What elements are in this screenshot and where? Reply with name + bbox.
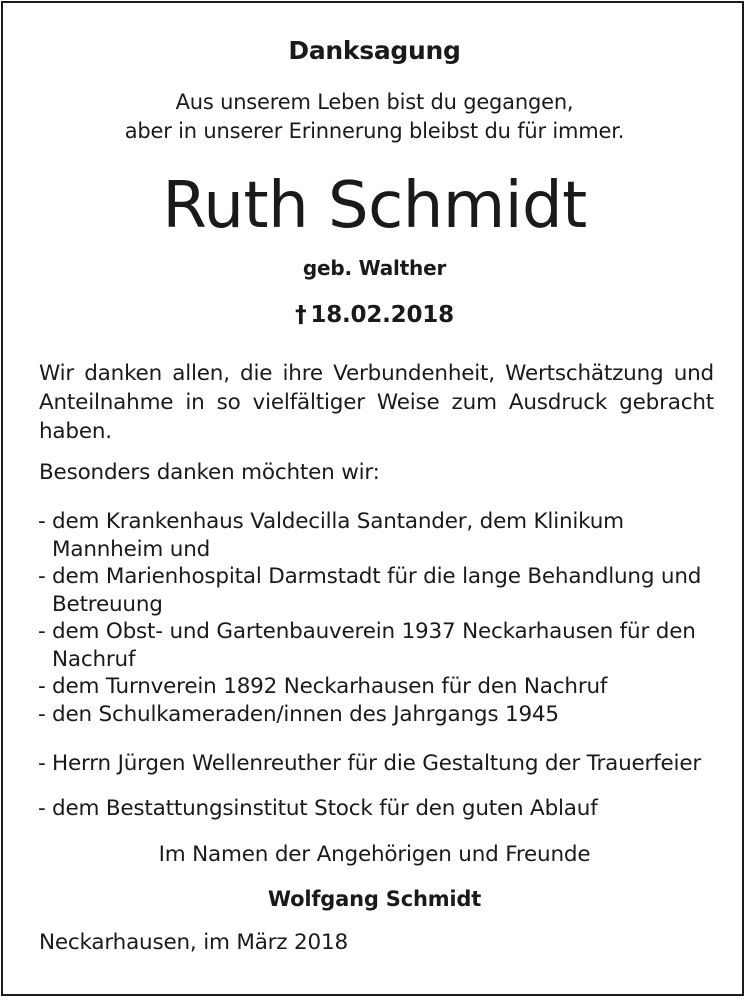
list-item xyxy=(38,795,718,823)
thanks-list xyxy=(38,795,718,823)
list-item xyxy=(38,701,718,729)
list-item-line-1: dem Krankenhaus Valdecilla Santander, dem Klinikum xyxy=(52,509,624,534)
list-item-line-2: Betreuung xyxy=(52,591,163,617)
list-dash: - xyxy=(38,751,46,776)
notice-heading: Danksagung xyxy=(288,36,461,65)
list-item-line-1: Herrn Jürgen Wellenreuther für die Gestaltung der Trauerfeier xyxy=(52,751,701,776)
list-item-line-1: dem Bestattungsinstitut Stock für den guten Ablauf xyxy=(52,796,598,821)
cross-icon: † xyxy=(295,302,307,328)
closing-line: Im Namen der Angehörigen und Freunde xyxy=(158,842,591,867)
intro-paragraph: Wir danken allen, die ihre Verbundenheit, Wertschätzung und Anteilnahme in so vielfältiger Weise zum Ausdruck gebracht haben. xyxy=(39,361,714,444)
maiden-name: geb. Walther xyxy=(302,256,447,280)
list-dash: - xyxy=(38,674,46,699)
list-item xyxy=(38,618,718,673)
motto xyxy=(0,88,749,146)
place-date: Neckarhausen, im März 2018 xyxy=(39,930,348,955)
list-item xyxy=(38,508,718,563)
list-dash: - xyxy=(38,509,46,534)
list-item xyxy=(38,750,718,778)
list-item-line-2: Mannheim und xyxy=(52,536,211,562)
motto-line-1: Aus unserem Leben bist du gegangen, xyxy=(175,90,574,114)
list-item-line-1: dem Marienhospital Darmstadt für die lange Behandlung und xyxy=(52,564,702,589)
death-date: 18.02.2018 xyxy=(310,302,454,328)
list-dash: - xyxy=(38,796,46,821)
list-item xyxy=(38,563,718,618)
thanks-lead: Besonders danken möchten wir: xyxy=(39,460,380,485)
list-item-line-2: Nachruf xyxy=(52,646,136,672)
death-date-line xyxy=(0,302,749,328)
list-item xyxy=(38,673,718,701)
signer-name: Wolfgang Schmidt xyxy=(267,887,482,911)
thanks-list xyxy=(38,750,718,778)
deceased-name: Ruth Schmidt xyxy=(162,169,587,243)
list-dash: - xyxy=(38,701,46,727)
list-item-line-1: dem Turnverein 1892 Neckarhausen für den Nachruf xyxy=(52,674,608,699)
list-dash: - xyxy=(38,564,46,589)
thanks-list xyxy=(38,508,718,728)
list-item-line-1: den Schulkameraden/innen des Jahrgangs 1945 xyxy=(52,701,559,727)
list-dash: - xyxy=(38,619,46,644)
list-item-line-1: dem Obst- und Gartenbauverein 1937 Neckarhausen für den xyxy=(52,619,696,644)
motto-line-2: aber in unserer Erinnerung bleibst du für immer. xyxy=(124,119,625,143)
